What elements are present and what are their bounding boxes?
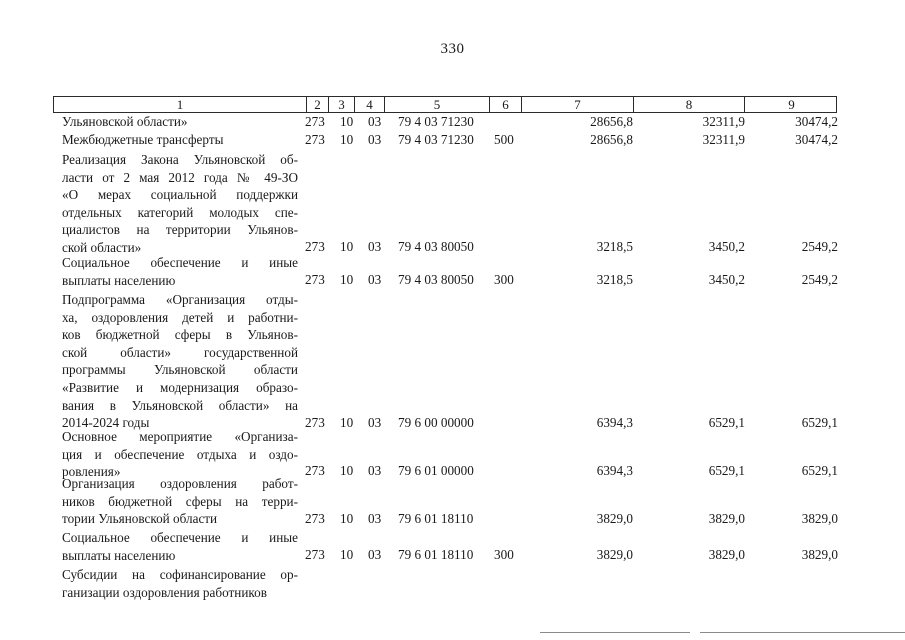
description-line: «Развитие и модернизация образо-	[62, 379, 298, 395]
cell-col-4: 03	[368, 415, 382, 430]
cell-col-5: 79 4 03 71230	[398, 114, 474, 129]
cell-col-7: 3218,5	[596, 239, 633, 254]
header-cell-5: 5	[385, 97, 490, 112]
description-line: выплаты населению	[62, 547, 176, 563]
cell-col-4: 03	[368, 463, 382, 478]
cell-col-5: 79 6 01 00000	[398, 463, 474, 478]
cell-col-2: 273	[305, 272, 325, 287]
cell-col-7: 28656,8	[590, 114, 633, 129]
cell-col-3: 10	[340, 415, 354, 430]
description-line: ха, оздоровления детей и работни-	[62, 309, 298, 325]
description-line: ников бюджетной сферы на терри-	[62, 493, 298, 509]
description-line: программы Ульяновской области	[62, 362, 298, 378]
row-description	[62, 428, 298, 481]
cell-col-4: 03	[368, 547, 382, 562]
description-line: Ульяновской области»	[62, 114, 188, 129]
description-line: Субсидии на софинансирование ор-	[62, 567, 298, 582]
cell-col-8: 6529,1	[708, 415, 745, 430]
cell-col-2: 273	[305, 415, 325, 430]
header-cell-7: 7	[522, 97, 634, 112]
description-line: Межбюджетные трансферты	[62, 132, 224, 147]
header-cell-4: 4	[355, 97, 385, 112]
footer-rule-left	[540, 632, 690, 633]
cell-col-6: 300	[494, 272, 514, 287]
description-line: 2014-2024 годы	[62, 415, 150, 431]
header-cell-9: 9	[788, 97, 795, 112]
cell-col-7: 3829,0	[596, 511, 633, 526]
row-description	[62, 254, 298, 289]
page-number: 330	[440, 41, 465, 57]
cell-col-3: 10	[340, 239, 354, 254]
header-cell-2: 2	[307, 97, 329, 112]
cell-col-9: 30474,2	[795, 114, 838, 129]
description-line: ков бюджетной сферы в Ульянов-	[62, 327, 298, 343]
cell-col-7: 6394,3	[596, 415, 633, 430]
description-line: отдельных категорий молодых спе-	[62, 204, 298, 220]
cell-col-4: 03	[368, 511, 382, 526]
cell-col-4: 03	[368, 132, 382, 147]
cell-col-2: 273	[305, 114, 325, 129]
cell-col-5: 79 4 03 80050	[398, 272, 474, 287]
header-cell-3: 3	[329, 97, 355, 112]
cell-col-4: 03	[368, 272, 382, 287]
cell-col-9: 3829,0	[801, 511, 838, 526]
description-line: Социальное обеспечение и иные	[62, 530, 298, 545]
cell-col-8: 32311,9	[702, 132, 745, 147]
description-line: Реализация Закона Ульяновской об-	[62, 152, 298, 167]
description-line: ской области»	[62, 239, 142, 255]
description-line: ганизации оздоровления работников	[62, 584, 267, 600]
cell-col-3: 10	[340, 463, 354, 478]
cell-col-2: 273	[305, 132, 325, 147]
cell-col-8: 3829,0	[708, 511, 745, 526]
description-line: Подпрограмма «Организация отды-	[62, 292, 298, 307]
cell-col-8: 3450,2	[708, 239, 745, 254]
cell-col-4: 03	[368, 114, 382, 129]
description-line: ласти от 2 мая 2012 года № 49-ЗО	[62, 169, 298, 185]
cell-col-3: 10	[340, 114, 354, 129]
footer-rule-right	[700, 632, 905, 633]
cell-col-7: 28656,8	[590, 132, 633, 147]
header-cell-8: 8	[634, 97, 745, 112]
table-header-row	[53, 96, 837, 113]
cell-col-8: 6529,1	[708, 463, 745, 478]
description-line: выплаты населению	[62, 272, 176, 288]
cell-col-6: 300	[494, 547, 514, 562]
cell-col-5: 79 4 03 71230	[398, 132, 474, 147]
cell-col-2: 273	[305, 239, 325, 254]
cell-col-9: 3829,0	[801, 547, 838, 562]
cell-col-5: 79 4 03 80050	[398, 239, 474, 254]
cell-col-7: 3218,5	[596, 272, 633, 287]
header-cell-6: 6	[490, 97, 522, 112]
cell-col-9: 2549,2	[801, 239, 838, 254]
description-line: Организация оздоровления работ-	[62, 476, 298, 491]
cell-col-9: 6529,1	[801, 463, 838, 478]
cell-col-3: 10	[340, 511, 354, 526]
cell-col-9: 2549,2	[801, 272, 838, 287]
description-line: Основное мероприятие «Организа-	[62, 429, 298, 444]
cell-col-8: 32311,9	[702, 114, 745, 129]
cell-col-3: 10	[340, 272, 354, 287]
cell-col-7: 3829,0	[596, 547, 633, 562]
cell-col-6: 500	[494, 132, 514, 147]
cell-col-5: 79 6 00 00000	[398, 415, 474, 430]
row-description	[62, 113, 298, 131]
description-line: «О мерах социальной поддержки	[62, 187, 298, 203]
cell-col-9: 30474,2	[795, 132, 838, 147]
row-description	[62, 131, 298, 149]
row-description	[62, 475, 298, 528]
description-line: Социальное обеспечение и иные	[62, 255, 298, 270]
cell-col-2: 273	[305, 547, 325, 562]
description-line: циалистов на территории Ульянов-	[62, 222, 298, 238]
header-cell-1: 1	[54, 97, 307, 112]
cell-col-7: 6394,3	[596, 463, 633, 478]
cell-col-3: 10	[340, 547, 354, 562]
cell-col-2: 273	[305, 463, 325, 478]
cell-col-3: 10	[340, 132, 354, 147]
description-line: вания в Ульяновской области» на	[62, 397, 298, 413]
cell-col-9: 6529,1	[801, 415, 838, 430]
row-description	[62, 291, 298, 432]
cell-col-5: 79 6 01 18110	[398, 511, 474, 526]
cell-col-5: 79 6 01 18110	[398, 547, 474, 562]
row-description	[62, 529, 298, 564]
description-line: ской области» государственной	[62, 344, 298, 360]
cell-col-8: 3829,0	[708, 547, 745, 562]
row-description	[62, 151, 298, 257]
row-description	[62, 566, 298, 601]
cell-col-8: 3450,2	[708, 272, 745, 287]
cell-col-2: 273	[305, 511, 325, 526]
cell-col-4: 03	[368, 239, 382, 254]
description-line: ция и обеспечение отдыха и оздо-	[62, 446, 298, 462]
description-line: тории Ульяновской области	[62, 511, 218, 527]
description-line: ровления»	[62, 464, 121, 480]
